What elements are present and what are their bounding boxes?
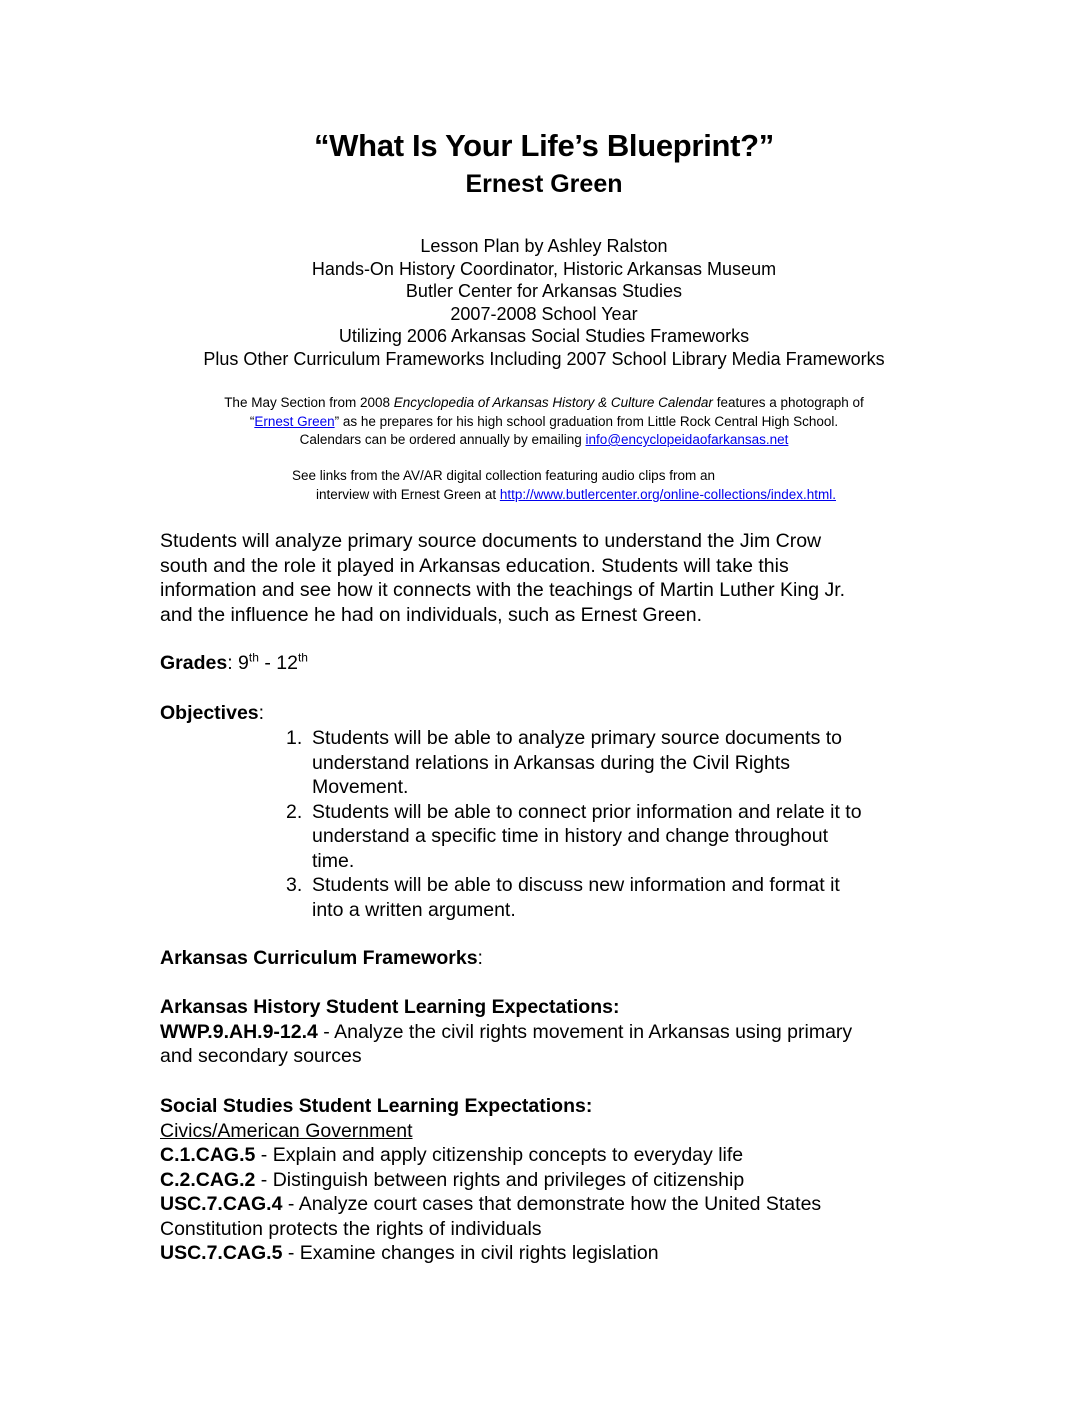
grades-label: Grades bbox=[160, 652, 228, 674]
intro-paragraph bbox=[160, 529, 950, 627]
credits-block bbox=[0, 235, 1088, 370]
objective-item: 3. Students will be able to discuss new information and format it into a written argument. bbox=[286, 874, 840, 921]
civics-subheading: Civics/American Government bbox=[160, 1119, 413, 1142]
calendar-line-1: The May Section from 2008 Encyclopedia of Arkansas History & Culture Calendar features a photograph of bbox=[224, 395, 864, 410]
objectives-heading: Objectives: bbox=[160, 702, 265, 724]
credit-line: Butler Center for Arkansas Studies bbox=[405, 281, 683, 301]
sle-code: C.2.CAG.2 bbox=[160, 1168, 256, 1191]
sle-item-continued: and secondary sources bbox=[160, 1045, 362, 1067]
credit-line: 2007-2008 School Year bbox=[450, 303, 638, 324]
ernest-green-link[interactable]: Ernest Green bbox=[254, 413, 335, 429]
calendar-line-3: Calendars can be ordered annually by emailing info@encyclopeidaofarkansas.net bbox=[299, 432, 789, 447]
sle-item: C.1.CAG.5 - Explain and apply citizenship concepts to everyday life bbox=[160, 1144, 744, 1166]
intro-line: Students will analyze primary source documents to understand the Jim Crow bbox=[160, 530, 822, 552]
intro-line: and the influence he had on individuals, such as Ernest Green. bbox=[160, 603, 703, 626]
sle-item: USC.7.CAG.5 - Examine changes in civil rights legislation bbox=[160, 1242, 659, 1264]
objective-item: 1. Students will be able to analyze primary source documents to understand relations in Arkansas during the Civil Rights Movement. bbox=[286, 727, 843, 798]
sle-code: WWP.9.AH.9-12.4 bbox=[160, 1020, 318, 1043]
sle-item: USC.7.CAG.4 - Analyze court cases that demonstrate how the United States bbox=[160, 1193, 822, 1215]
credit-line: Lesson Plan by Ashley Ralston bbox=[420, 236, 668, 256]
arkansas-history-section bbox=[160, 995, 950, 1069]
calendar-note bbox=[0, 394, 1088, 450]
calendar-line-2: “Ernest Green” as he prepares for his high school graduation from Little Rock Central High School. bbox=[249, 413, 839, 429]
social-studies-heading: Social Studies Student Learning Expectations: bbox=[160, 1095, 593, 1117]
credit-line: Utilizing 2006 Arkansas Social Studies Frameworks bbox=[338, 326, 750, 346]
document-subtitle: Ernest Green bbox=[465, 170, 623, 198]
credit-line: Plus Other Curriculum Frameworks Including 2007 School Library Media Frameworks bbox=[203, 348, 885, 369]
sle-item-continued: Constitution protects the rights of individuals bbox=[160, 1217, 542, 1240]
social-studies-section bbox=[160, 1094, 950, 1266]
av-line-1: See links from the AV/AR digital collection featuring audio clips from an bbox=[292, 468, 715, 483]
credit-line: Hands-On History Coordinator, Historic Arkansas Museum bbox=[311, 258, 777, 279]
arkansas-history-heading: Arkansas History Student Learning Expectations: bbox=[160, 996, 620, 1018]
intro-line: information and see how it connects with the teachings of Martin Luther King Jr. bbox=[160, 579, 846, 601]
av-line-2: interview with Ernest Green at http://www.butlercenter.org/online-collections/index.html. bbox=[316, 487, 836, 502]
sle-code: C.1.CAG.5 bbox=[160, 1144, 256, 1166]
objective-item: 2. Students will be able to connect prior information and relate it to understand a specific time in history and change throughout time. bbox=[286, 800, 862, 872]
frameworks-heading: Arkansas Curriculum Frameworks: bbox=[160, 947, 483, 969]
email-link[interactable]: info@encyclopeidaofarkansas.net bbox=[585, 432, 789, 447]
calendar-title: Encyclopedia of Arkansas History & Culture Calendar bbox=[393, 395, 713, 410]
sle-code: USC.7.CAG.5 bbox=[160, 1242, 283, 1264]
grades-line: Grades: 9th - 12th bbox=[160, 650, 308, 674]
intro-line: south and the role it played in Arkansas education. Students will take this bbox=[160, 554, 789, 577]
sle-item: WWP.9.AH.9-12.4 - Analyze the civil rights movement in Arkansas using primary bbox=[160, 1020, 853, 1043]
sle-code: USC.7.CAG.4 bbox=[160, 1193, 283, 1215]
objectives-list bbox=[286, 726, 926, 922]
document-title: “What Is Your Life’s Blueprint?” bbox=[313, 128, 775, 163]
butler-center-link[interactable]: http://www.butlercenter.org/online-collections/index.html. bbox=[499, 487, 836, 502]
sle-item: C.2.CAG.2 - Distinguish between rights and privileges of citizenship bbox=[160, 1168, 745, 1191]
